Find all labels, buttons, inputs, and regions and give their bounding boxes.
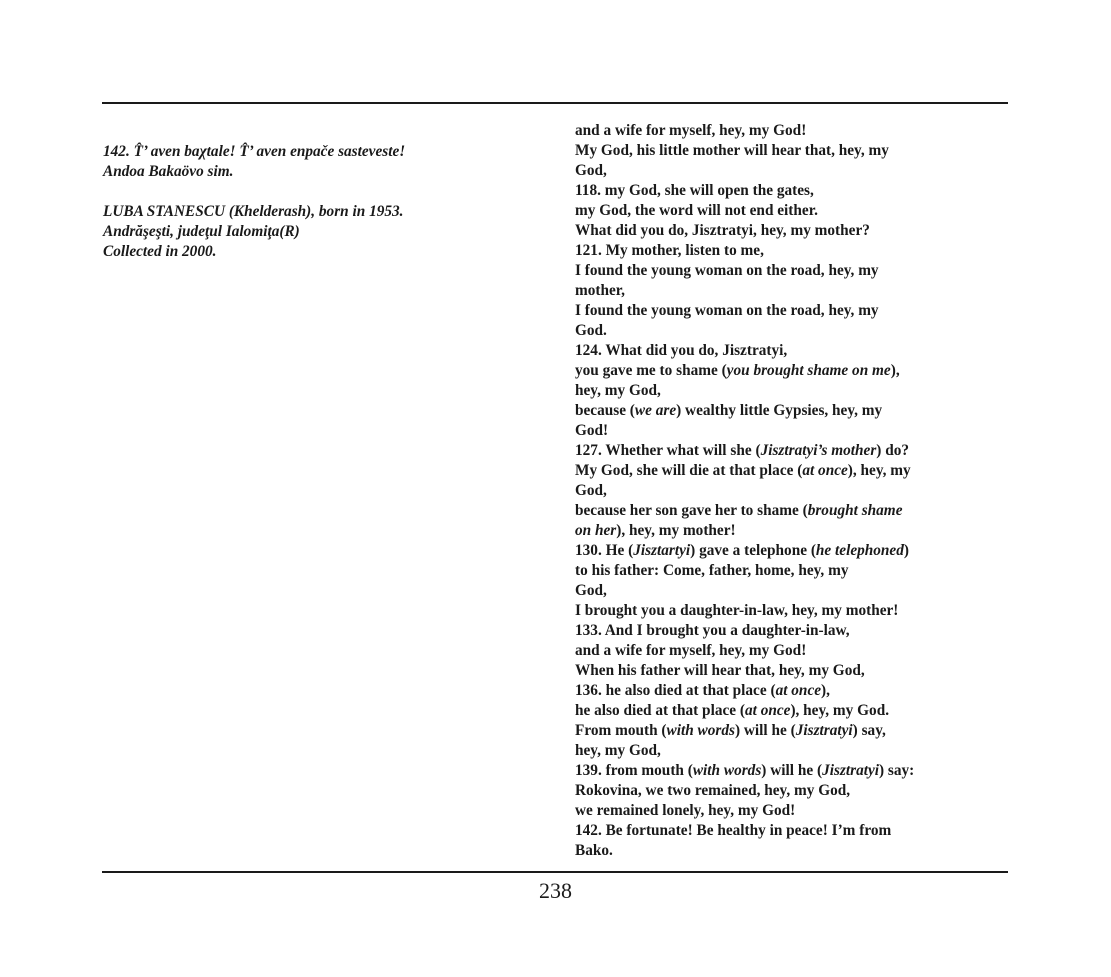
verse-segment: What did you do, Jisztratyi, hey, my mother? (575, 222, 870, 239)
verse-segment: ), (890, 362, 900, 379)
verse-line (575, 141, 1005, 161)
verse-line (575, 681, 1005, 701)
verse-line (575, 621, 1005, 641)
verse-line (575, 401, 1005, 421)
verse-line (575, 841, 1005, 861)
left-column (103, 142, 523, 262)
verse-line (575, 441, 1005, 461)
verse-segment: God. (575, 322, 607, 339)
bottom-rule (102, 871, 1008, 873)
verse-italic-segment: Jisztratyi (822, 762, 880, 779)
verse-segment: 142. Be fortunate! Be healthy in peace! I’m from (575, 822, 892, 839)
verse-segment: ) will he ( (761, 762, 823, 779)
verse-line (575, 121, 1005, 141)
verse-segment: hey, my God, (575, 742, 661, 759)
verse-segment: my God, the word will not end either. (575, 202, 818, 219)
verse-line (575, 701, 1005, 721)
verse-line (575, 561, 1005, 581)
verse-italic-segment: at once (775, 682, 822, 699)
verse-segment: and a wife for myself, hey, my God! (575, 122, 807, 139)
verse-line (575, 381, 1005, 401)
verse-line (575, 201, 1005, 221)
verse-segment: 133. And I brought you a daughter-in-law, (575, 622, 850, 639)
verse-line (575, 641, 1005, 661)
verse-italic-segment: with words (692, 762, 762, 779)
verse-segment: ) (903, 542, 909, 559)
romani-verse-line: 142. T̂’ aven baχtale! T̂’ aven enpače sasteveste! (103, 143, 406, 160)
verse-segment: ) wealthy little Gypsies, hey, my (676, 402, 883, 419)
verse-line (575, 261, 1005, 281)
page-number: 238 (539, 878, 572, 903)
verse-segment: God, (575, 482, 607, 499)
verse-line (575, 741, 1005, 761)
verse-italic-segment: brought shame (807, 502, 903, 519)
verse-segment: When his father will hear that, hey, my God, (575, 662, 865, 679)
informant-line: LUBA STANESCU (Khelderash), born in 1953. (103, 203, 404, 220)
verse-line (575, 581, 1005, 601)
verse-line (575, 821, 1005, 841)
verse-line (575, 341, 1005, 361)
verse-segment: 130. He ( (575, 542, 634, 559)
verse-segment: hey, my God, (575, 382, 661, 399)
verse-line (575, 421, 1005, 441)
verse-line (575, 501, 1005, 521)
verse-segment: you gave me to shame ( (575, 362, 727, 379)
verse-segment: God! (575, 422, 609, 439)
verse-segment: mother, (575, 282, 625, 299)
verse-segment: I found the young woman on the road, hey, my (575, 302, 879, 319)
verse-italic-segment: on her (575, 522, 617, 539)
verse-line (575, 321, 1005, 341)
collected-line: Collected in 2000. (103, 243, 217, 260)
verse-segment: 139. from mouth ( (575, 762, 693, 779)
verse-line (575, 361, 1005, 381)
verse-segment: 124. What did you do, Jisztratyi, (575, 342, 788, 359)
verse-segment: because her son gave her to shame ( (575, 502, 808, 519)
verse-segment: My God, his little mother will hear that, hey, my (575, 142, 889, 159)
spacer (103, 182, 523, 202)
verse-segment: God, (575, 582, 607, 599)
verse-segment: 121. My mother, listen to me, (575, 242, 764, 259)
verse-segment: he also died at that place ( (575, 702, 745, 719)
verse-segment: ), hey, my God. (790, 702, 890, 719)
verse-line (575, 481, 1005, 501)
verse-line (575, 521, 1005, 541)
verse-segment: God, (575, 162, 607, 179)
verse-line (575, 661, 1005, 681)
verse-line (575, 301, 1005, 321)
verse-segment: 127. Whether what will she ( (575, 442, 761, 459)
verse-line (575, 221, 1005, 241)
verse-italic-segment: he telephoned (815, 542, 904, 559)
verse-line (575, 601, 1005, 621)
verse-italic-segment: Jisztratyi (795, 722, 853, 739)
verse-line (575, 241, 1005, 261)
verse-line (575, 761, 1005, 781)
verse-line (575, 181, 1005, 201)
verse-italic-segment: we are (634, 402, 677, 419)
verse-segment: From mouth ( (575, 722, 667, 739)
verse-segment: ), (821, 682, 830, 699)
verse-italic-segment: Jisztartyi (633, 542, 691, 559)
verse-italic-segment: Jisztratyi’s mother (760, 442, 877, 459)
verse-line (575, 801, 1005, 821)
verse-segment: 136. he also died at that place ( (575, 682, 776, 699)
verse-segment: and a wife for myself, hey, my God! (575, 642, 807, 659)
verse-segment: ) say, (852, 722, 886, 739)
verse-segment: ), hey, my (847, 462, 911, 479)
verse-segment: we remained lonely, hey, my God! (575, 802, 796, 819)
verse-italic-segment: at once (744, 702, 791, 719)
verse-segment: to his father: Come, father, home, hey, my (575, 562, 849, 579)
verse-segment: ) will he ( (734, 722, 796, 739)
verse-segment: Rokovina, we two remained, hey, my God, (575, 782, 851, 799)
romani-verse-line: Andoa Bakaövo sim. (103, 163, 234, 180)
verse-segment: because ( (575, 402, 635, 419)
verse-segment: ) gave a telephone ( (690, 542, 816, 559)
verse-segment: 118. my God, she will open the gates, (575, 182, 814, 199)
top-rule (102, 102, 1008, 104)
verse-italic-segment: at once (802, 462, 848, 479)
verse-segment: ), hey, my mother! (616, 522, 736, 539)
verse-segment: I found the young woman on the road, hey, my (575, 262, 879, 279)
verse-segment: ) do? (876, 442, 910, 459)
verse-line (575, 541, 1005, 561)
verse-line (575, 161, 1005, 181)
verse-segment: I brought you a daughter-in-law, hey, my mother! (575, 602, 899, 619)
verse-italic-segment: with words (666, 722, 735, 739)
verse-segment: ) say: (879, 762, 915, 779)
verse-segment: Bako. (575, 842, 613, 859)
verse-line (575, 281, 1005, 301)
verse-line (575, 721, 1005, 741)
location-line: Andrăşeşti, judeţul Ialomiţa(R) (103, 223, 300, 240)
verse-segment: My God, she will die at that place ( (575, 462, 803, 479)
right-column (575, 121, 1005, 861)
verse-line (575, 461, 1005, 481)
verse-italic-segment: you brought shame on me (726, 362, 891, 379)
verse-line (575, 781, 1005, 801)
